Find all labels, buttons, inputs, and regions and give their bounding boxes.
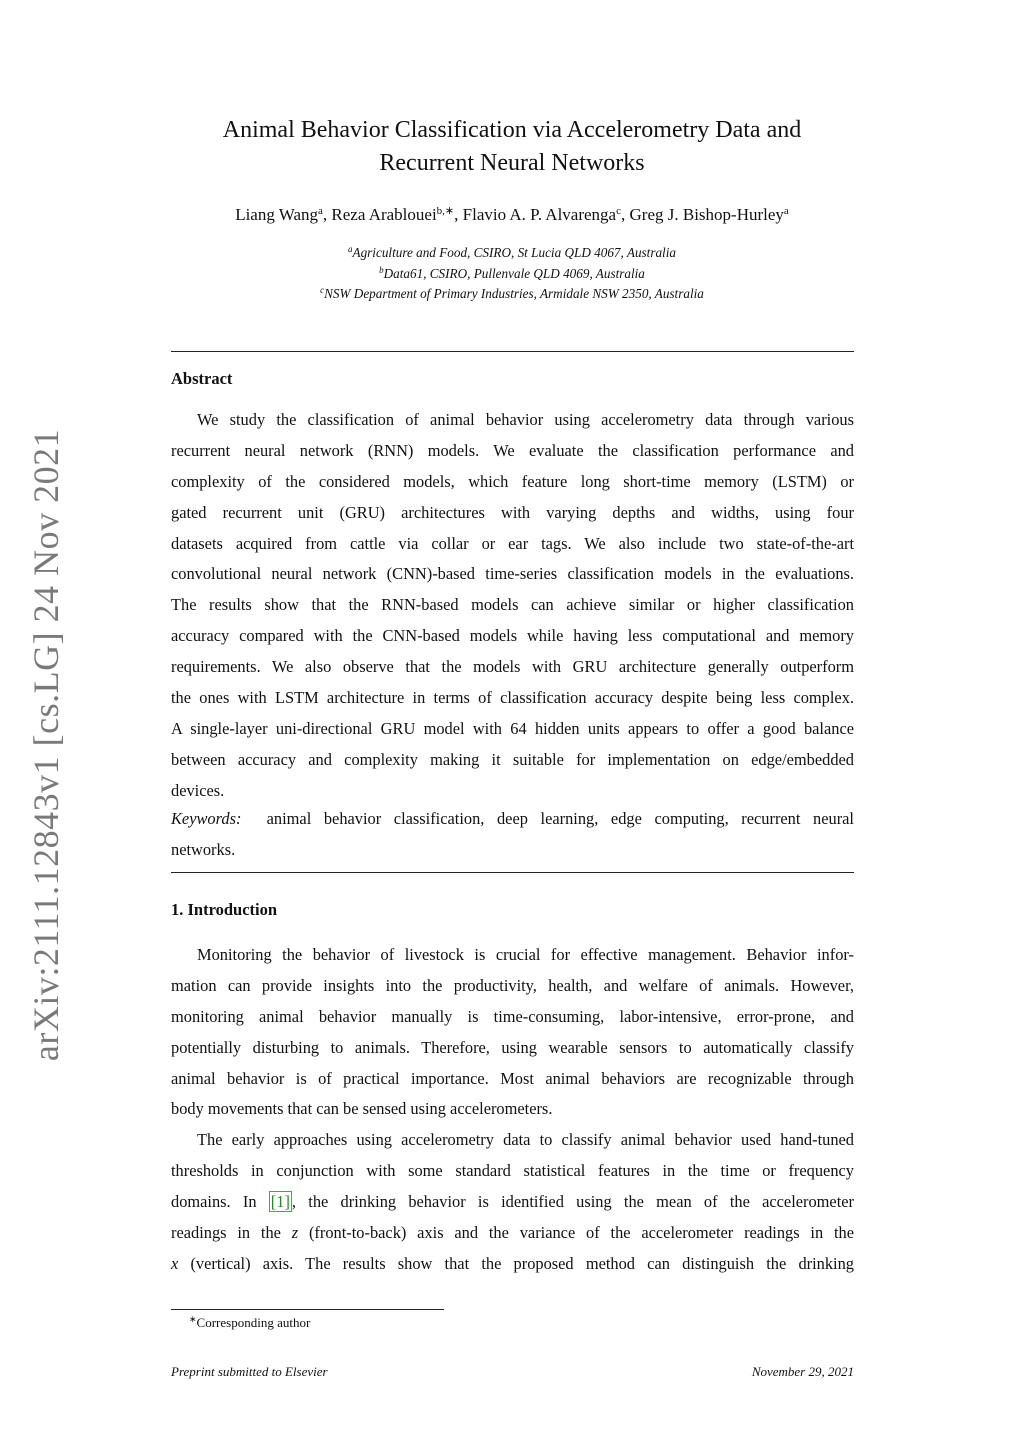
footnote-mark: ∗: [189, 1314, 197, 1324]
intro-line: monitoring animal behavior manually is time-consuming, labor-intensive, error-prone, and: [171, 1006, 854, 1026]
introduction-heading: 1. Introduction: [171, 900, 278, 919]
footer-date: November 29, 2021: [751, 1364, 854, 1379]
intro-line: [171, 1218, 854, 1249]
author-sup: a: [783, 205, 789, 217]
text-run: (vertical) axis. The results show that the proposed method can distinguish the drinking: [178, 1253, 854, 1273]
paper-title: [0, 114, 1024, 180]
intro-line: [171, 1249, 854, 1280]
intro-paragraph-1: [171, 940, 854, 1125]
abstract-line: A single-layer uni-directional GRU model with 64 hidden units appears to offer a good balance: [171, 718, 854, 738]
math-variable: z: [291, 1222, 299, 1242]
intro-line: [171, 1187, 854, 1218]
author-2: [331, 205, 454, 224]
author-sup: a: [318, 205, 323, 217]
arxiv-identifier[interactable]: arXiv:2111.12843v1 [cs.LG] 24 Nov 2021: [26, 428, 66, 1062]
intro-line: The early approaches using accelerometry data to classify animal behavior used hand-tuned: [197, 1130, 854, 1149]
text-run: (front-to-back) axis and the variance of the accelerometer readings in the: [298, 1222, 854, 1242]
abstract-line: complexity of the considered models, which feature long short-time memory (LSTM) or: [171, 471, 854, 491]
author-sup: c: [616, 205, 621, 217]
footer-journal: Preprint submitted to Elsevier: [171, 1364, 328, 1379]
intro-line: Monitoring the behavior of livestock is crucial for effective management. Behavior infor-: [197, 945, 854, 964]
abstract-body: [171, 405, 854, 807]
affiliation-c: [0, 282, 1024, 303]
intro-line: potentially disturbing to animals. Therefore, using wearable sensors to automatically classify: [171, 1037, 854, 1057]
intro-line: thresholds in conjunction with some standard statistical features in the time or frequency: [171, 1160, 854, 1180]
abstract-line: We study the classification of animal behavior using accelerometry data through various: [197, 410, 854, 429]
author-sup: b,∗: [436, 205, 455, 217]
author-4: [630, 205, 789, 224]
author-name: Reza Arablouei: [331, 205, 437, 224]
author-3: [463, 205, 621, 224]
text-run: readings in the: [171, 1222, 292, 1242]
abstract-line: The results show that the RNN-based models can achieve similar or higher classification: [171, 595, 854, 615]
affiliation-text: NSW Department of Primary Industries, Armidale NSW 2350, Australia: [324, 286, 704, 302]
footnote-text: Corresponding author: [196, 1315, 311, 1330]
keywords-text: animal behavior classification, deep learning, edge computing, recurrent neural: [266, 809, 854, 828]
affiliation-mark: a: [348, 244, 353, 254]
affiliation-mark: b: [379, 264, 384, 275]
footnote-rule: [171, 1309, 444, 1310]
abstract-line: gated recurrent unit (GRU) architectures with varying depths and widths, using four: [171, 502, 854, 522]
author-name: Greg J. Bishop-Hurley: [629, 205, 784, 224]
abstract-top-rule: [171, 351, 854, 352]
abstract-line: recurrent neural network (RNN) models. We evaluate the classification performance and: [171, 440, 854, 460]
abstract-line: datasets acquired from cattle via collar or ear tags. We also include two state-of-the-art: [171, 533, 854, 553]
abstract-line: requirements. We also observe that the models with GRU architecture generally outperform: [171, 657, 854, 677]
title-line-2: Recurrent Neural Networks: [379, 150, 645, 176]
affiliation-mark: c: [320, 285, 325, 296]
text-run: domains. In: [171, 1191, 269, 1211]
keywords-block: [171, 804, 854, 866]
affiliation-text: Agriculture and Food, CSIRO, St Lucia QLD 4067, Australia: [352, 245, 676, 260]
abstract-line: accuracy compared with the CNN-based models while having less computational and memory: [171, 626, 854, 646]
abstract-line: the ones with LSTM architecture in terms of classification accuracy despite being less complex.: [171, 688, 854, 708]
footnote: [189, 1314, 310, 1331]
affiliation-list: [0, 241, 1024, 303]
abstract-line: between accuracy and complexity making it suitable for implementation on edge/embedded: [171, 749, 854, 769]
abstract-line: devices.: [171, 780, 225, 800]
author-name: Liang Wang: [235, 205, 319, 224]
author-name: Flavio A. P. Alvarenga: [462, 205, 617, 224]
intro-line: mation can provide insights into the productivity, health, and welfare of animals. However,: [171, 975, 854, 995]
abstract-bottom-rule: [171, 872, 854, 873]
keywords-line-1: [171, 804, 854, 835]
affiliation-b: [0, 262, 1024, 283]
author-1: [235, 205, 323, 224]
keywords-line-2: networks.: [171, 839, 236, 859]
keywords-label: Keywords:: [171, 809, 242, 828]
math-variable: x: [171, 1253, 179, 1273]
affiliation-text: Data61, CSIRO, Pullenvale QLD 4069, Australia: [383, 265, 645, 281]
intro-line: body movements that can be sensed using accelerometers.: [171, 1099, 553, 1119]
author-list: Liang Wang$^a$, Reza Arablouei$^{b,∗}$, Flavio A. P. Alvarenga$^c$, Greg J. Bishop-Hurley$^a$: [235, 205, 789, 224]
abstract-line: convolutional neural network (CNN)-based time-series classification models in the evaluations.: [171, 564, 854, 584]
title-line-1: Animal Behavior Classification via Accelerometry Data and: [222, 117, 802, 143]
intro-line: animal behavior is of practical importance. Most animal behaviors are recognizable through: [171, 1068, 854, 1088]
text-run: , the drinking behavior is identified using the mean of the accelerometer: [291, 1191, 854, 1211]
citation-link[interactable]: [1]: [270, 1191, 290, 1211]
intro-paragraph-2: [171, 1125, 854, 1279]
affiliation-a: [0, 241, 1024, 262]
abstract-heading: Abstract: [171, 369, 233, 388]
